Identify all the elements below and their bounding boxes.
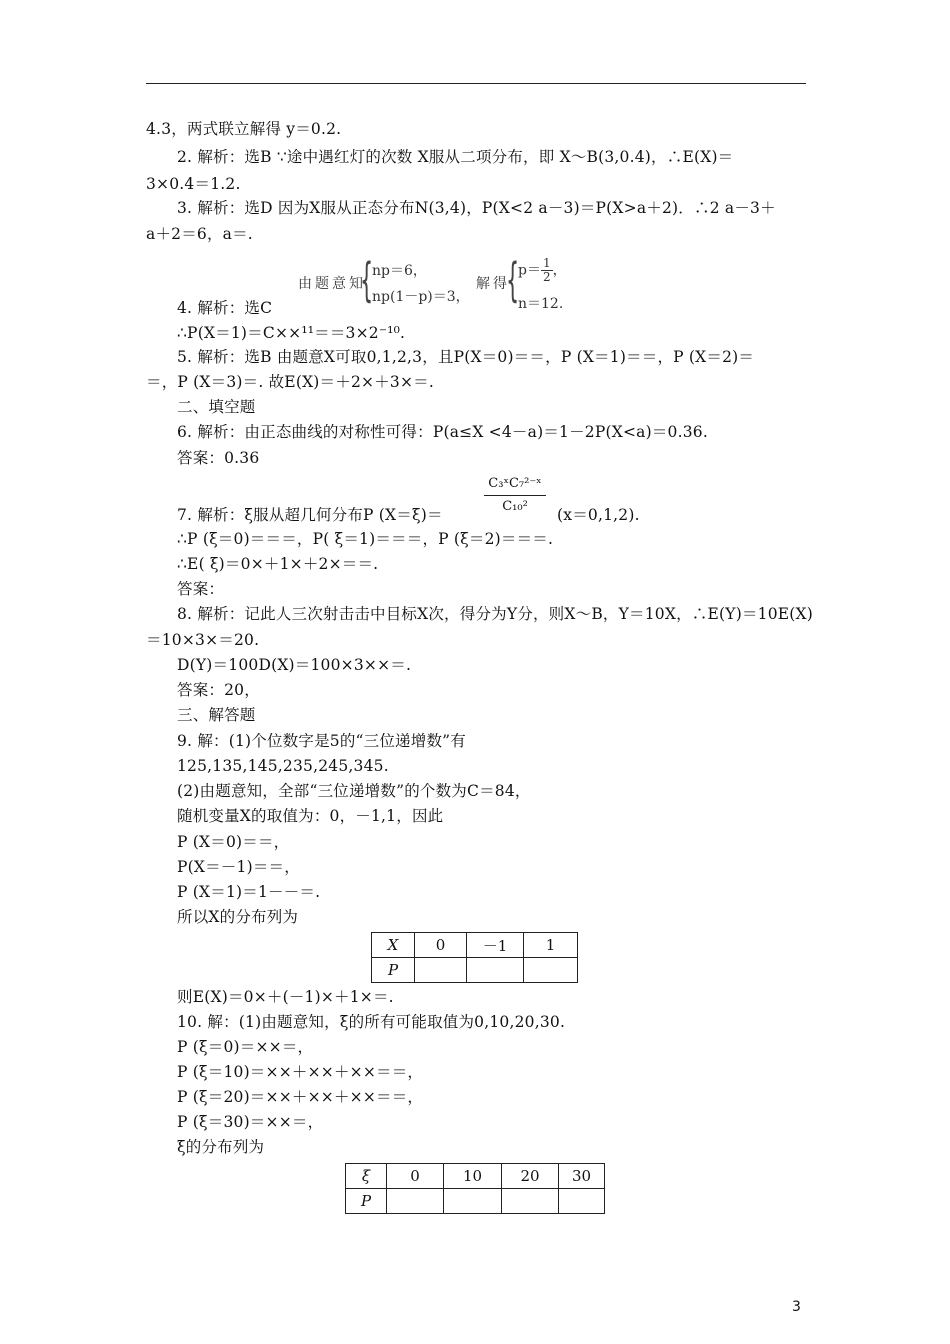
system-label: 由题意知	[298, 276, 366, 292]
text-line: P (ξ＝30)＝××＝，	[177, 1113, 324, 1131]
text-line: 答案：20，	[177, 681, 260, 699]
table-cell: P	[372, 958, 415, 983]
solution-1	[518, 257, 567, 284]
text-line: 8. 解析：记此人三次射击击中目标X次，得分为Y分，则X～B，Y＝10X，∴E(Y)＝10E(X)	[177, 605, 814, 623]
table-cell: P	[346, 1189, 387, 1214]
table-cell: －1	[467, 933, 524, 958]
text-line: P (X＝0)＝＝，	[177, 833, 290, 851]
text-line: (2)由题意知，全部“三位递增数”的个数为C＝84，	[177, 782, 531, 800]
solution-1-tail: ，	[552, 262, 567, 279]
header-rule	[146, 83, 806, 84]
text-line: ∴E( ξ)＝0×＋1×＋2×＝＝.	[177, 555, 379, 573]
table-cell: X	[372, 933, 415, 958]
fraction-denominator: 2	[542, 270, 551, 284]
table-cell	[467, 958, 524, 983]
table-cell	[559, 1189, 605, 1214]
text-line: 7. 解析：ξ服从超几何分布P (X＝ξ)＝	[177, 506, 443, 524]
text-line: a＋2＝6，a＝.	[146, 225, 253, 243]
table-row	[372, 958, 578, 983]
table-row	[372, 933, 578, 958]
text-line: 6. 解析：由正态曲线的对称性可得：P(a≤X <4－a)＝1－2P(X<a)＝0.36.	[177, 423, 708, 441]
solution-2: n＝12.	[518, 296, 564, 312]
text-line: P (X＝1)＝1－－＝.	[177, 883, 321, 901]
text-line: ξ的分布列为	[177, 1138, 265, 1156]
text-line: ＝10×3×＝20.	[146, 631, 260, 649]
left-brace-icon: {	[360, 253, 374, 307]
table-cell: 20	[502, 1164, 559, 1189]
table-cell	[387, 1189, 444, 1214]
text-line: 5. 解析：选B 由题意X可取0,1,2,3，且P(X＝0)＝＝，P (X＝1)＝＝，P (X＝2)＝	[177, 348, 755, 366]
table-cell	[502, 1189, 559, 1214]
text-line: 所以X的分布列为	[177, 908, 299, 926]
text-line: 10. 解：(1)由题意知，ξ的所有可能取值为0,10,20,30.	[177, 1013, 566, 1031]
text-line: 9. 解：(1)个位数字是5的“三位递增数”有	[177, 732, 466, 750]
text-line: 则E(X)＝0×＋(－1)×＋1×＝.	[177, 988, 394, 1006]
table-cell: ξ	[346, 1164, 387, 1189]
distribution-table-xi	[345, 1163, 605, 1214]
equation-1: np＝6，	[372, 263, 427, 279]
text-line: (x＝0,1,2).	[557, 506, 640, 524]
text-line: 125,135,145,235,245,345.	[177, 757, 389, 775]
solve-label: 解得	[476, 276, 510, 292]
text-line: D(Y)＝100D(X)＝100×3××＝.	[177, 656, 412, 674]
text-line: ＝，P (X＝3)＝. 故E(X)＝＋2×＋3×＝.	[146, 373, 434, 391]
equation-2: np(1－p)＝3，	[372, 289, 470, 305]
combination-fraction	[484, 475, 546, 516]
distribution-table-x	[371, 932, 578, 983]
table-cell: 10	[444, 1164, 502, 1189]
section-heading: 三、解答题	[177, 706, 256, 724]
text-line: P(X＝－1)＝＝，	[177, 858, 300, 876]
text-line: P (ξ＝20)＝××＋××＋××＝＝，	[177, 1088, 424, 1106]
fraction-denominator: C₁₀²	[502, 499, 528, 514]
table-row	[346, 1189, 605, 1214]
table-cell	[415, 958, 467, 983]
text-line: 答案：	[177, 580, 225, 598]
solution-1-lhs: p＝	[518, 262, 541, 279]
fraction	[541, 257, 553, 284]
text-line: 2. 解析：选B ∵途中遇红灯的次数 X服从二项分布，即 X～B(3,0.4)，∴E(X)＝	[177, 148, 734, 166]
text-line: 3. 解析：选D 因为X服从正态分布N(3,4)，P(X<2 a－3)＝P(X>a＋2)．∴2 a－3＋	[177, 199, 776, 217]
table-cell	[444, 1189, 502, 1214]
text-line: 4. 解析：选C	[177, 299, 273, 317]
text-line: P (ξ＝0)＝××＝，	[177, 1038, 314, 1056]
text-line: ∴P(X＝1)＝C××¹¹＝＝3×2⁻¹⁰.	[177, 324, 406, 342]
fraction-numerator: C₃ˣC₇²⁻ˣ	[484, 475, 546, 496]
text-line: 3×0.4＝1.2.	[146, 175, 241, 193]
table-cell: 1	[524, 933, 578, 958]
text-line: 4.3，两式联立解得 y＝0.2.	[146, 120, 342, 138]
table-row	[346, 1164, 605, 1189]
section-heading: 二、填空题	[177, 398, 256, 416]
text-line: P (ξ＝10)＝××＋××＋××＝＝，	[177, 1063, 424, 1081]
table-cell: 0	[415, 933, 467, 958]
table-cell	[524, 958, 578, 983]
table-cell: 30	[559, 1164, 605, 1189]
text-line: 答案：0.36	[177, 449, 260, 467]
table-cell: 0	[387, 1164, 444, 1189]
text-line: 随机变量X的取值为：0，－1,1，因此	[177, 807, 444, 825]
text-line: ∴P (ξ＝0)＝＝＝，P( ξ＝1)＝＝＝，P (ξ＝2)＝＝＝.	[177, 530, 554, 548]
left-brace-icon: {	[506, 253, 520, 307]
fraction-numerator: 1	[542, 256, 551, 270]
page-number: 3	[792, 1299, 801, 1315]
